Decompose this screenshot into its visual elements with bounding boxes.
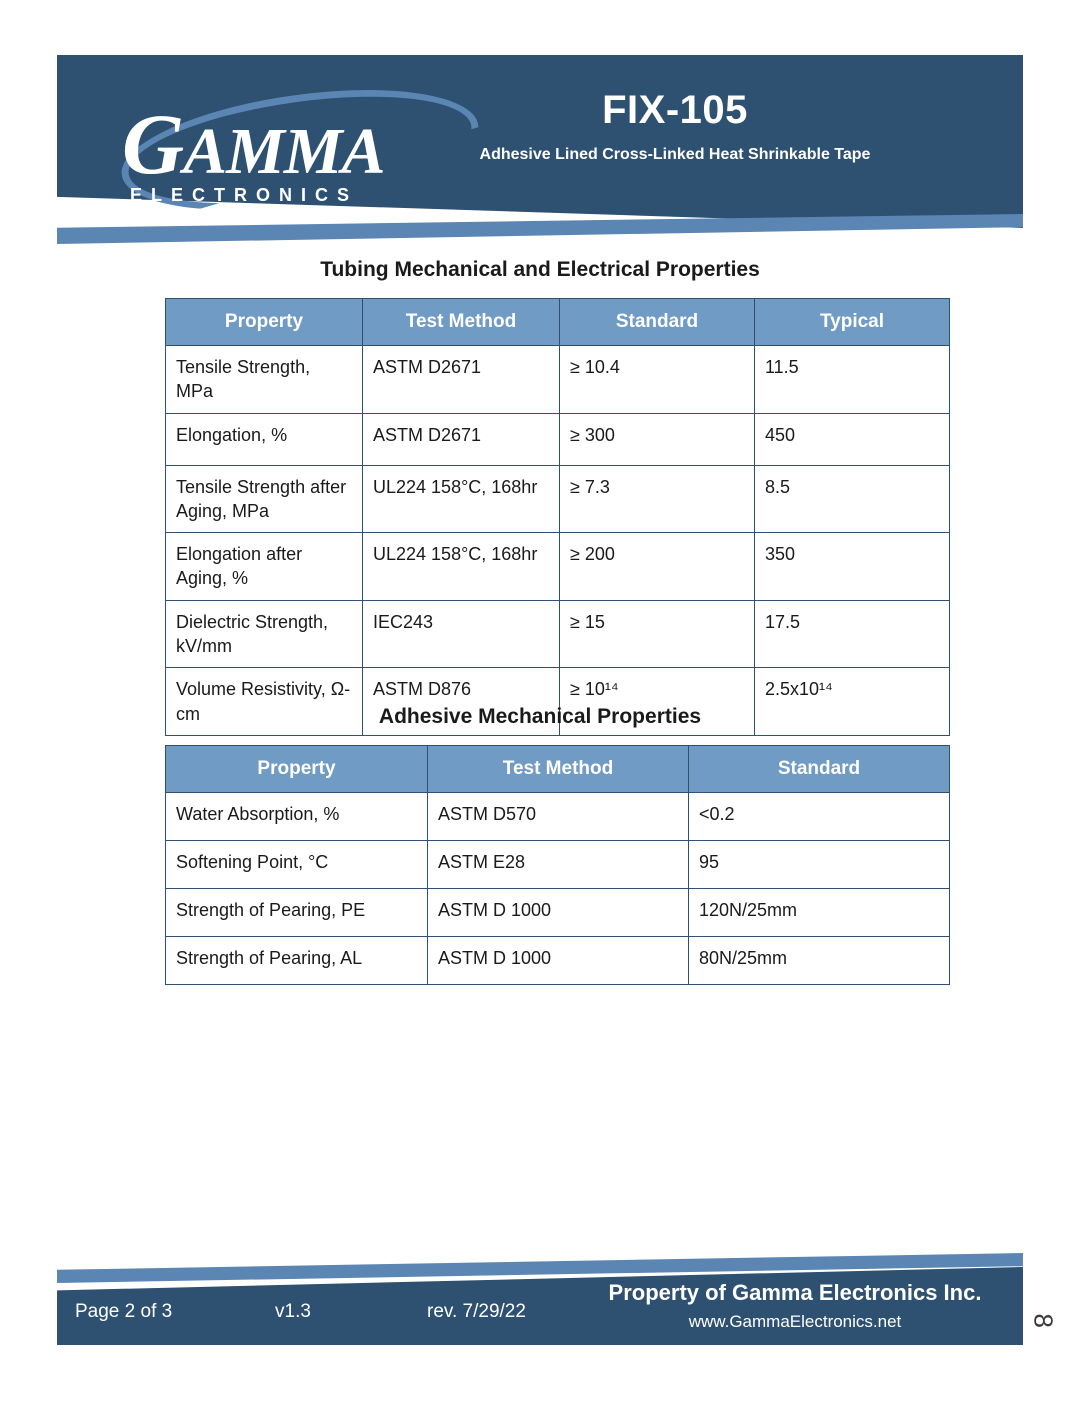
cell-typical: 17.5 (755, 600, 950, 668)
cell-standard: 120N/25mm (689, 889, 950, 937)
cell-test-method: ASTM D 1000 (428, 889, 689, 937)
corner-page-marker: 8 (1028, 1313, 1058, 1328)
cell-property: Dielectric Strength, kV/mm (166, 600, 363, 668)
tubing-properties-table (165, 298, 950, 736)
cell-test-method: IEC243 (363, 600, 560, 668)
cell-standard: ≥ 10¹⁴ (560, 668, 755, 736)
adhesive-properties-table (165, 745, 950, 985)
cell-standard: ≥ 200 (560, 533, 755, 601)
column-header-standard: Standard (560, 299, 755, 346)
cell-standard: ≥ 7.3 (560, 465, 755, 533)
cell-property: Tensile Strength after Aging, MPa (166, 465, 363, 533)
cell-property: Elongation, % (166, 413, 363, 465)
footer-website-url: www.GammaElectronics.net (688, 1312, 902, 1331)
column-header-test-method: Test Method (363, 299, 560, 346)
adhesive-section-title: Adhesive Mechanical Properties (378, 705, 702, 728)
column-header-standard: Standard (689, 746, 950, 793)
cell-property: Softening Point, °C (166, 841, 428, 889)
cell-property: Water Absorption, % (166, 793, 428, 841)
cell-standard: ≥ 300 (560, 413, 755, 465)
cell-property: Volume Resistivity, Ω-cm (166, 668, 363, 736)
page-footer (57, 1253, 1023, 1345)
cell-property: Strength of Pearing, PE (166, 889, 428, 937)
cell-standard: 80N/25mm (689, 937, 950, 985)
column-header-typical: Typical (755, 299, 950, 346)
cell-typical: 2.5x10¹⁴ (755, 668, 950, 736)
table-row (166, 533, 950, 601)
cell-standard: ≥ 10.4 (560, 346, 755, 414)
table-header-row (166, 299, 950, 346)
cell-typical: 11.5 (755, 346, 950, 414)
cell-typical: 350 (755, 533, 950, 601)
cell-test-method: ASTM D570 (428, 793, 689, 841)
logo-subtext: ELECTRONICS (130, 185, 359, 205)
column-header-test-method: Test Method (428, 746, 689, 793)
table-row (166, 600, 950, 668)
cell-test-method: UL224 158°C, 168hr (363, 533, 560, 601)
logo-rest: AMMA (183, 115, 385, 188)
cell-test-method: ASTM D2671 (363, 346, 560, 414)
cell-property: Elongation after Aging, % (166, 533, 363, 601)
column-header-property: Property (166, 746, 428, 793)
cell-test-method: ASTM D2671 (363, 413, 560, 465)
table-row (166, 346, 950, 414)
cell-test-method: ASTM D 1000 (428, 937, 689, 985)
page-header (57, 55, 1023, 228)
cell-property: Strength of Pearing, AL (166, 937, 428, 985)
table-row (166, 937, 950, 985)
column-header-property: Property (166, 299, 363, 346)
table-row (166, 413, 950, 465)
cell-typical: 8.5 (755, 465, 950, 533)
footer-property-line: Property of Gamma Electronics Inc. (608, 1280, 982, 1305)
product-subtitle: Adhesive Lined Cross-Linked Heat Shrinkable Tape (479, 146, 871, 163)
cell-typical: 450 (755, 413, 950, 465)
footer-version: v1.3 (275, 1301, 311, 1322)
product-title: FIX-105 (602, 88, 748, 132)
cell-standard: ≥ 15 (560, 600, 755, 668)
table-row (166, 465, 950, 533)
cell-test-method: ASTM D876 (363, 668, 560, 736)
table-row (166, 793, 950, 841)
table-row (166, 841, 950, 889)
cell-standard: <0.2 (689, 793, 950, 841)
footer-page-number: Page 2 of 3 (75, 1301, 173, 1322)
logo-initial: G (122, 96, 184, 192)
logo-wordmark (122, 96, 385, 192)
header-accent-stripe (57, 214, 1023, 244)
footer-revision-date: rev. 7/29/22 (427, 1301, 526, 1322)
cell-property: Tensile Strength, MPa (166, 346, 363, 414)
cell-test-method: ASTM E28 (428, 841, 689, 889)
table-row (166, 889, 950, 937)
tubing-section-title: Tubing Mechanical and Electrical Properties (320, 258, 760, 281)
cell-test-method: UL224 158°C, 168hr (363, 465, 560, 533)
cell-standard: 95 (689, 841, 950, 889)
table-header-row (166, 746, 950, 793)
